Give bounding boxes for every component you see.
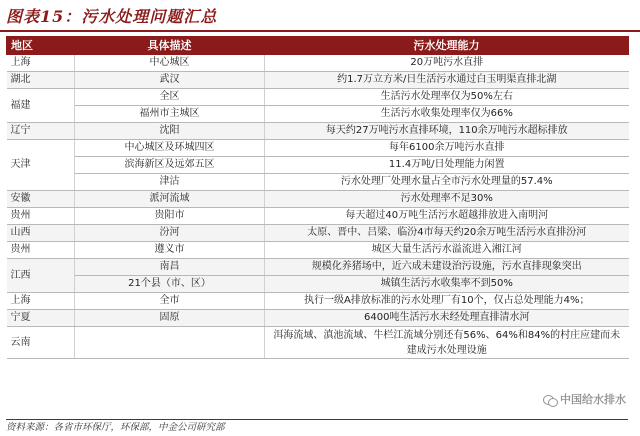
table-container [6,36,628,359]
region-cell: 贵州 [7,208,75,225]
table-row [7,174,629,191]
capacity-cell: 城镇生活污水收集率不到50% [265,276,629,293]
header-capacity: 污水处理能力 [265,37,629,55]
detail-cell: 沈阳 [75,123,265,140]
watermark [543,392,626,408]
table-row [7,123,629,140]
detail-cell: 武汉 [75,72,265,89]
table-row [7,89,629,106]
capacity-cell: 城区大量生活污水溢流进入湘江河 [265,242,629,259]
region-cell: 山西 [7,225,75,242]
table-row [7,157,629,174]
capacity-cell: 6400吨生活污水未经处理直排清水河 [265,310,629,327]
region-cell: 云南 [7,327,75,359]
region-cell: 贵州 [7,242,75,259]
region-cell: 宁夏 [7,310,75,327]
table-row [7,140,629,157]
capacity-cell: 执行一级A排放标准的污水处理厂有10个，仅占总处理能力4%； [265,293,629,310]
detail-cell: 中心城区及环城四区 [75,140,265,157]
capacity-cell: 每年6100余万吨污水直排 [265,140,629,157]
table-row [7,55,629,72]
detail-cell: 贵阳市 [75,208,265,225]
source-note: 资料来源：各省市环保厅，环保部，中金公司研究部 [6,422,225,433]
capacity-cell: 每天超过40万吨生活污水超越排放进入南明河 [265,208,629,225]
region-cell: 上海 [7,55,75,72]
capacity-cell: 约1.7万立方米/日生活污水通过白玉明渠直排北湖 [265,72,629,89]
detail-cell: 中心城区 [75,55,265,72]
capacity-cell: 20万吨污水直排 [265,55,629,72]
capacity-cell: 洱海流域、滇池流域、牛栏江流域分别还有56%、64%和84%的村庄应建而未建成污水处理设施 [265,327,629,359]
region-cell: 福建 [7,89,75,123]
detail-cell: 汾河 [75,225,265,242]
capacity-cell: 污水处理厂处理水量占全市污水处理量的57.4% [265,174,629,191]
capacity-cell: 太原、晋中、吕梁、临汾4市每天约20余万吨生活污水直排汾河 [265,225,629,242]
capacity-cell: 规模化养猪场中，近六成未建设治污设施，污水直排现象突出 [265,259,629,276]
detail-cell: 南昌 [75,259,265,276]
detail-cell: 津沽 [75,174,265,191]
detail-cell: 21个县（市、区） [75,276,265,293]
region-cell: 天津 [7,140,75,191]
detail-cell [75,327,265,359]
table-row [7,208,629,225]
detail-cell: 福州市主城区 [75,106,265,123]
wechat-icon [543,394,557,406]
detail-cell: 滨海新区及远郊五区 [75,157,265,174]
capacity-cell: 生活污水处理率仅为50%左右 [265,89,629,106]
header-region: 地区 [7,37,75,55]
detail-cell: 派河流域 [75,191,265,208]
region-cell: 湖北 [7,72,75,89]
region-cell: 上海 [7,293,75,310]
detail-cell: 固原 [75,310,265,327]
table-row [7,242,629,259]
detail-cell: 全区 [75,89,265,106]
summary-table [6,36,629,359]
detail-cell: 全市 [75,293,265,310]
table-row [7,310,629,327]
region-cell: 安徽 [7,191,75,208]
header-detail: 具体描述 [75,37,265,55]
table-row [7,225,629,242]
header-row [7,37,629,55]
table-row [7,72,629,89]
capacity-cell: 每天约27万吨污水直排环境，110余万吨污水超标排放 [265,123,629,140]
table-row [7,106,629,123]
region-cell: 江西 [7,259,75,293]
capacity-cell: 生活污水收集处理率仅为66% [265,106,629,123]
table-row [7,327,629,359]
table-row [7,191,629,208]
title-rule [0,30,640,32]
watermark-text: 中国给水排水 [560,393,626,406]
bottom-rule [6,419,628,420]
table-row [7,293,629,310]
capacity-cell: 污水处理率不足30% [265,191,629,208]
capacity-cell: 11.4万吨/日处理能力闲置 [265,157,629,174]
table-row [7,276,629,293]
region-cell: 辽宁 [7,123,75,140]
table-row [7,259,629,276]
figure-title: 图表15：污水处理问题汇总 [6,7,218,26]
detail-cell: 遵义市 [75,242,265,259]
